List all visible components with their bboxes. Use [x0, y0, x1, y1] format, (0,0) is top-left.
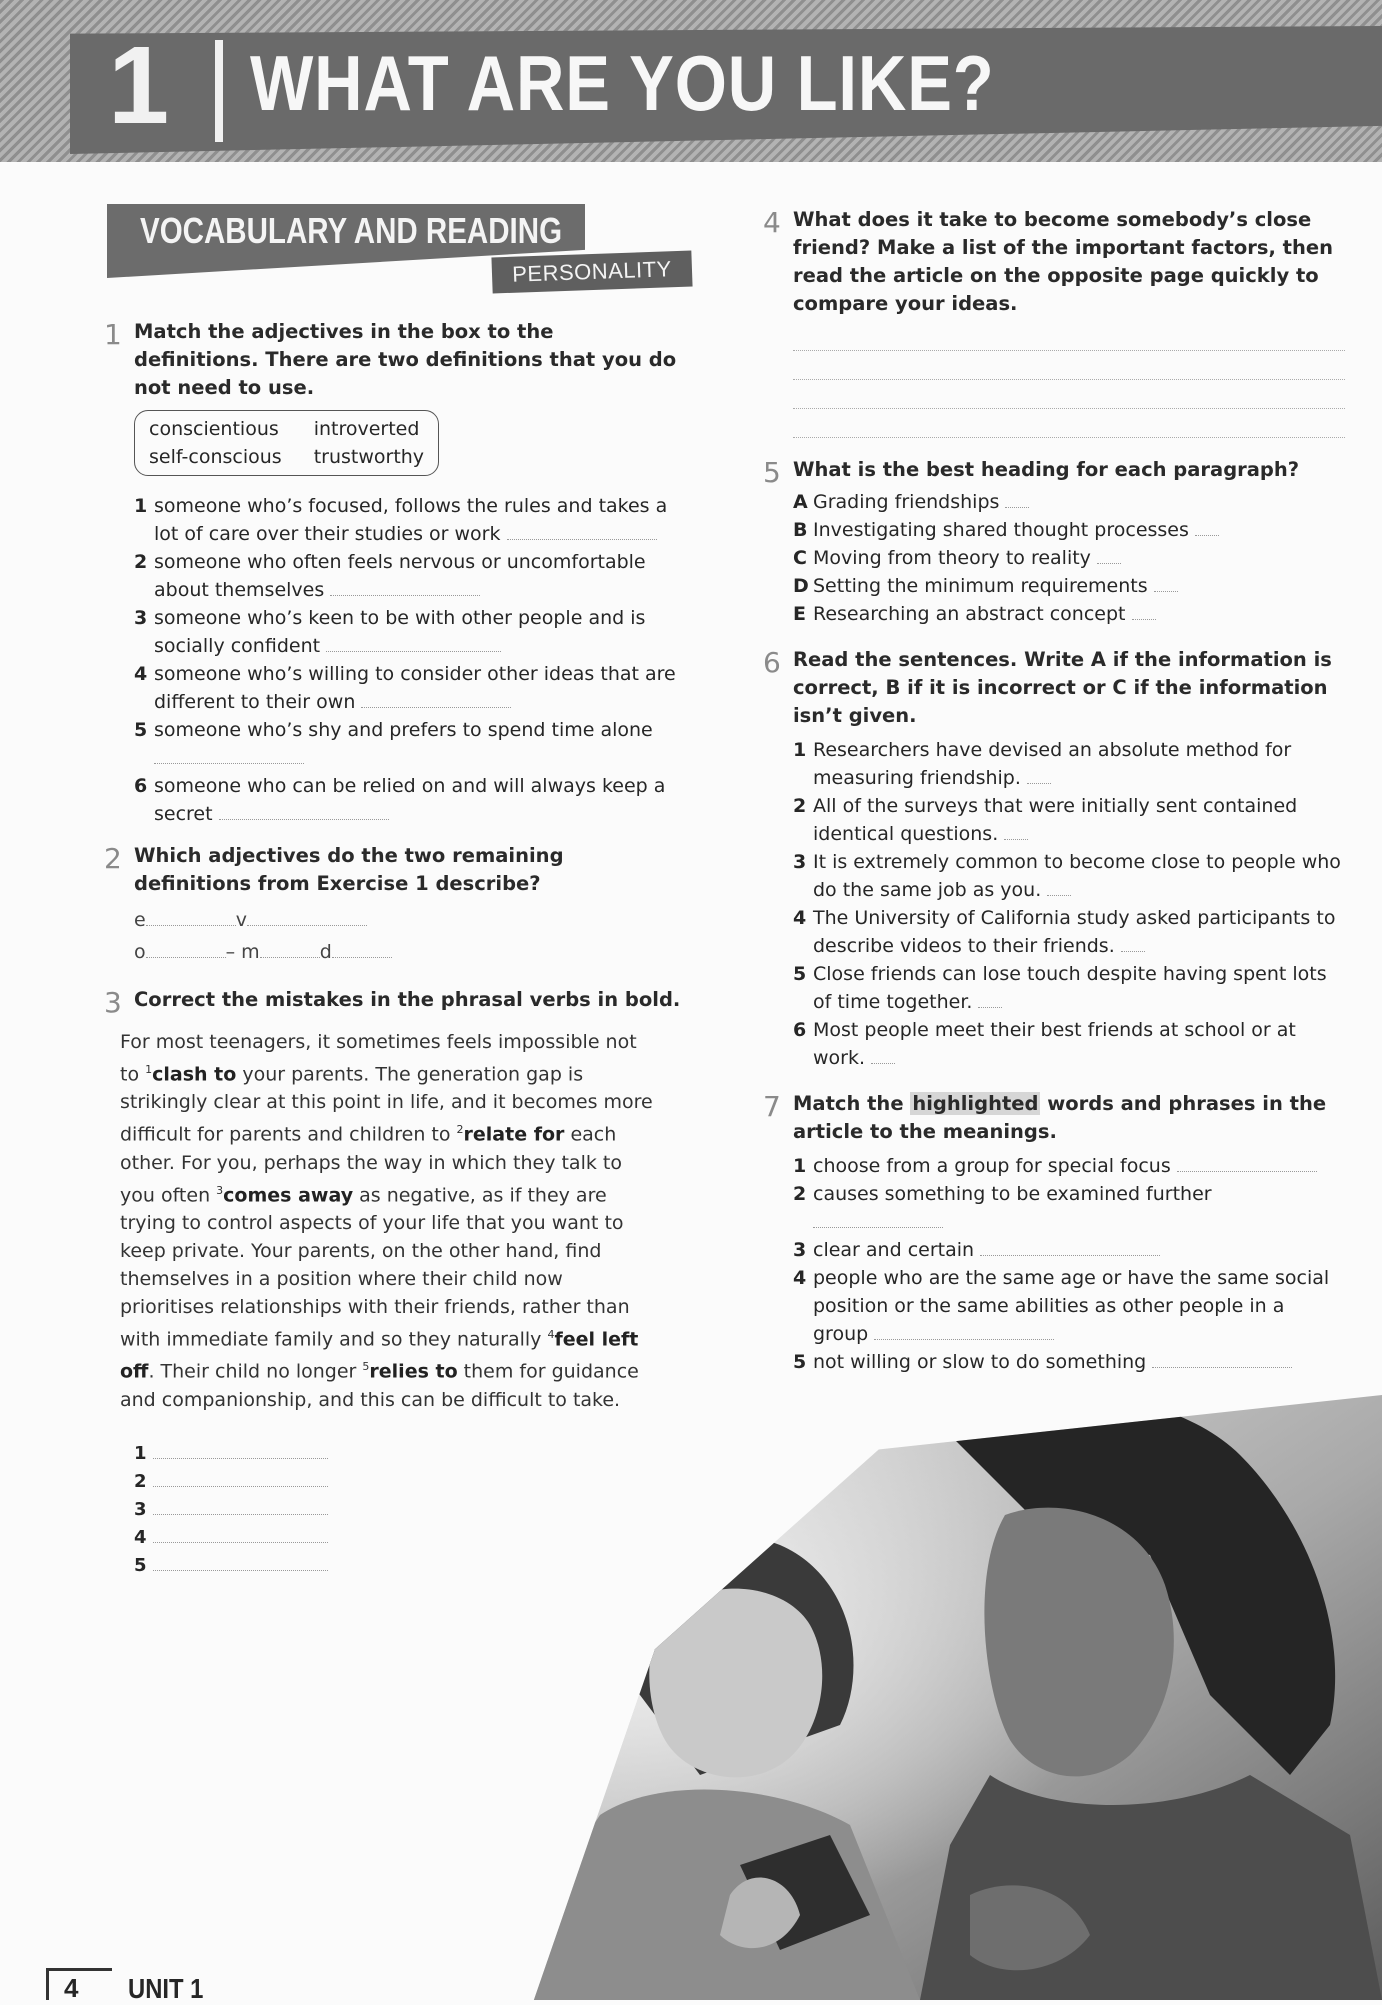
exercise-6: [763, 646, 1345, 1072]
gap-letter: e: [134, 909, 146, 931]
gap-letter: d: [319, 941, 332, 963]
exercise-number: 3: [104, 986, 122, 1019]
exercise-1: [104, 318, 682, 828]
list-item: [134, 660, 682, 716]
item-number: 5: [793, 1351, 807, 1373]
exercise-instruction: Which adjectives do the two remaining definitions from Exercise 1 describe?: [134, 844, 564, 895]
list-item: [793, 1236, 1345, 1264]
item-text: Most people meet their best friends at school or at work.: [813, 1019, 1296, 1069]
item-text: someone who’s keen to be with other people and is socially confident: [154, 607, 646, 657]
item-number: 5: [793, 963, 807, 985]
gap-fill-answers: [134, 904, 682, 968]
footer-bar: [46, 1968, 49, 2000]
answer-line: [134, 1468, 682, 1496]
answer-blank[interactable]: [1177, 1152, 1317, 1172]
item-number: 1: [793, 1155, 807, 1177]
answer-line: [134, 1440, 682, 1468]
item-text: someone who often feels nervous or uncomfortable about themselves: [154, 551, 646, 601]
item-number: 4: [134, 663, 148, 685]
exercise-4: [763, 206, 1345, 438]
word-box-item: trustworthy: [313, 446, 425, 468]
exercise-5: [763, 456, 1345, 628]
item-letter: A: [793, 491, 808, 513]
item-text: Close friends can lose touch despite having spent lots of time together.: [813, 963, 1327, 1013]
item-text: clear and certain: [813, 1239, 975, 1261]
item-text: Moving from theory to reality: [813, 547, 1091, 569]
exercise-instruction: Read the sentences. Write A if the information is correct, B if it is incorrect or C if the information isn’t given.: [793, 648, 1332, 727]
list-item: [793, 904, 1345, 960]
list-item: [793, 600, 1345, 628]
list-item: [793, 1180, 1345, 1236]
item-letter: E: [793, 603, 806, 625]
answer-line: [134, 1496, 682, 1524]
left-column: [104, 318, 682, 1580]
definition-list: [134, 492, 682, 828]
answer-blank[interactable]: [507, 520, 657, 540]
answer-number: 2: [134, 1470, 147, 1492]
notes-line[interactable]: [793, 322, 1345, 351]
footer-line: [46, 1968, 112, 1971]
list-item: [793, 736, 1345, 792]
word-box-item: conscientious: [149, 418, 279, 440]
answer-blank[interactable]: [247, 906, 367, 926]
item-number: 4: [793, 1267, 807, 1289]
answer-blank[interactable]: [361, 688, 511, 708]
item-number: 6: [793, 1019, 807, 1041]
answer-blank[interactable]: [153, 1468, 328, 1487]
answer-blank[interactable]: [1004, 820, 1028, 840]
exercise-number: 6: [763, 646, 781, 679]
item-text: someone who’s shy and prefers to spend time alone: [154, 719, 653, 741]
answer-blank[interactable]: [153, 1496, 328, 1515]
list-item: [793, 1264, 1345, 1348]
item-number: 2: [134, 551, 148, 573]
answer-number: 1: [134, 1442, 147, 1464]
item-number: 1: [793, 739, 807, 761]
item-text: The University of California study asked participants to describe videos to their friends.: [813, 907, 1336, 957]
list-item: [793, 1152, 1345, 1180]
reading-paragraph: For most teenagers, it sometimes feels impossible not to $^1$clash to your parents. The generation gap is strikingly clear at this point in life, and it becomes more difficult for parents and children to $^2$relate for each other. For you, perhaps the way in which they talk to you often $^3$comes away as negative, as if they are trying to control aspects of your life that you want to keep private. Your parents, on the other hand, find themselves in a position where their child now prioritises relationships with their friends, rather than with immediate family and so they naturally $^4$feel left off. Their child no longer $^5$relies to them for guidance and companionship, and this can be difficult to take.: [120, 1031, 653, 1411]
notes-line[interactable]: [793, 409, 1345, 438]
item-text: Researchers have devised an absolute method for measuring friendship.: [813, 739, 1292, 789]
notes-line[interactable]: [793, 351, 1345, 380]
answer-blank[interactable]: [260, 938, 320, 958]
answer-line: [134, 1552, 682, 1580]
exercise-instruction: What does it take to become somebody’s close friend? Make a list of the important factors, then read the article on the opposite page quickly to compare your ideas.: [793, 208, 1333, 315]
heading-list: [793, 488, 1345, 628]
page-number: 4: [64, 1973, 79, 2003]
item-text: causes something to be examined further: [813, 1183, 1212, 1205]
answer-blank[interactable]: [153, 1524, 328, 1543]
item-number: 2: [793, 1183, 807, 1205]
gap-line: [134, 936, 682, 968]
item-letter: C: [793, 547, 807, 569]
answer-blank[interactable]: [219, 800, 389, 820]
answer-blank[interactable]: [1121, 932, 1145, 952]
gap-letter: v: [235, 909, 247, 931]
item-number: 6: [134, 775, 148, 797]
list-item: [793, 1348, 1345, 1376]
answer-blank[interactable]: [813, 1208, 943, 1228]
list-item: [793, 572, 1345, 600]
answer-blank[interactable]: [153, 1552, 328, 1571]
list-item: [793, 1016, 1345, 1072]
list-item: [134, 772, 682, 828]
exercise-instruction: Match the adjectives in the box to the definitions. There are two definitions that you do not need to use.: [134, 320, 677, 399]
answer-blank[interactable]: [154, 744, 304, 764]
item-number: 2: [793, 795, 807, 817]
item-number: 3: [134, 607, 148, 629]
exercise-instruction: Match the highlighted words and phrases in the article to the meanings.: [793, 1092, 1327, 1143]
gap-letter: o: [134, 941, 146, 963]
item-text: Grading friendships: [813, 491, 1000, 513]
page-title: WHAT ARE YOU LIKE?: [250, 39, 995, 127]
item-text: choose from a group for special focus: [813, 1155, 1171, 1177]
list-item: [793, 848, 1345, 904]
unit-number: 1: [108, 24, 168, 147]
list-item: [134, 716, 682, 772]
answer-blank[interactable]: [1005, 488, 1029, 508]
answer-blank[interactable]: [1097, 544, 1121, 564]
item-number: 3: [793, 851, 807, 873]
item-text: All of the surveys that were initially sent contained identical questions.: [813, 795, 1298, 845]
answer-lines: [134, 1440, 682, 1580]
answer-blank[interactable]: [1152, 1348, 1292, 1368]
item-text: Investigating shared thought processes: [813, 519, 1189, 541]
answer-blank[interactable]: [332, 938, 392, 958]
item-text: It is extremely common to become close to people who do the same job as you.: [813, 851, 1341, 901]
list-item: [134, 604, 682, 660]
list-item: [793, 792, 1345, 848]
exercise-7: [763, 1090, 1345, 1376]
notes-lines: [793, 322, 1345, 438]
answer-blank[interactable]: [146, 938, 226, 958]
item-text: someone who can be relied on and will always keep a secret: [154, 775, 666, 825]
list-item: [793, 488, 1345, 516]
unit-divider: [215, 40, 223, 142]
answer-blank[interactable]: [1195, 516, 1219, 536]
list-item: [134, 492, 682, 548]
section-tag: PERSONALITY: [491, 251, 692, 294]
right-column: [763, 206, 1345, 1376]
item-letter: D: [793, 575, 809, 597]
exercise-instruction: Correct the mistakes in the phrasal verbs in bold.: [134, 988, 681, 1011]
answer-number: 3: [134, 1498, 147, 1520]
answer-line: [134, 1524, 682, 1552]
item-number: 1: [134, 495, 148, 517]
item-text: not willing or slow to do something: [813, 1351, 1147, 1373]
answer-blank[interactable]: [871, 1044, 895, 1064]
list-item: [793, 516, 1345, 544]
answer-blank[interactable]: [1154, 572, 1178, 592]
item-text: someone who’s focused, follows the rules and takes a lot of care over their studies or work: [154, 495, 668, 545]
exercise-number: 7: [763, 1090, 781, 1123]
section-title: VOCABULARY AND READING: [140, 210, 563, 251]
meaning-list: [793, 1152, 1345, 1376]
item-text: people who are the same age or have the same social position or the same abilities as other people in a group: [813, 1267, 1330, 1345]
answer-blank[interactable]: [146, 906, 236, 926]
exercise-3: [104, 986, 682, 1580]
exercise-number: 1: [104, 318, 122, 351]
item-number: 5: [134, 719, 148, 741]
answer-blank[interactable]: [1047, 876, 1071, 896]
item-number: 4: [793, 907, 807, 929]
item-text: Researching an abstract concept: [813, 603, 1126, 625]
answer-number: 4: [134, 1526, 147, 1548]
exercise-2: [104, 842, 682, 968]
answer-blank[interactable]: [326, 632, 501, 652]
exercise-number: 5: [763, 456, 781, 489]
exercise-number: 4: [763, 206, 781, 239]
exercise-instruction: What is the best heading for each paragraph?: [793, 458, 1300, 481]
answer-blank[interactable]: [1132, 600, 1156, 620]
answer-number: 5: [134, 1554, 147, 1576]
answer-blank[interactable]: [1027, 764, 1051, 784]
answer-blank[interactable]: [874, 1320, 1054, 1340]
word-box-item: self-conscious: [149, 446, 282, 468]
word-box-item: introverted: [313, 418, 420, 440]
footer-unit-label: UNIT 1: [128, 1973, 204, 2004]
notes-line[interactable]: [793, 380, 1345, 409]
list-item: [134, 548, 682, 604]
item-text: someone who’s willing to consider other ideas that are different to their own: [154, 663, 676, 713]
word-box: [134, 410, 439, 476]
answer-blank[interactable]: [330, 576, 480, 596]
item-text: Setting the minimum requirements: [813, 575, 1148, 597]
statement-list: [793, 736, 1345, 1072]
gap-line: [134, 904, 682, 936]
item-number: 3: [793, 1239, 807, 1261]
answer-blank[interactable]: [980, 1236, 1160, 1256]
highlighted-word: highlighted: [912, 1092, 1039, 1115]
gap-letter: – m: [225, 941, 260, 963]
item-letter: B: [793, 519, 808, 541]
answer-blank[interactable]: [153, 1440, 328, 1459]
answer-blank[interactable]: [978, 988, 1002, 1008]
exercise-number: 2: [104, 842, 122, 875]
list-item: [793, 960, 1345, 1016]
list-item: [793, 544, 1345, 572]
